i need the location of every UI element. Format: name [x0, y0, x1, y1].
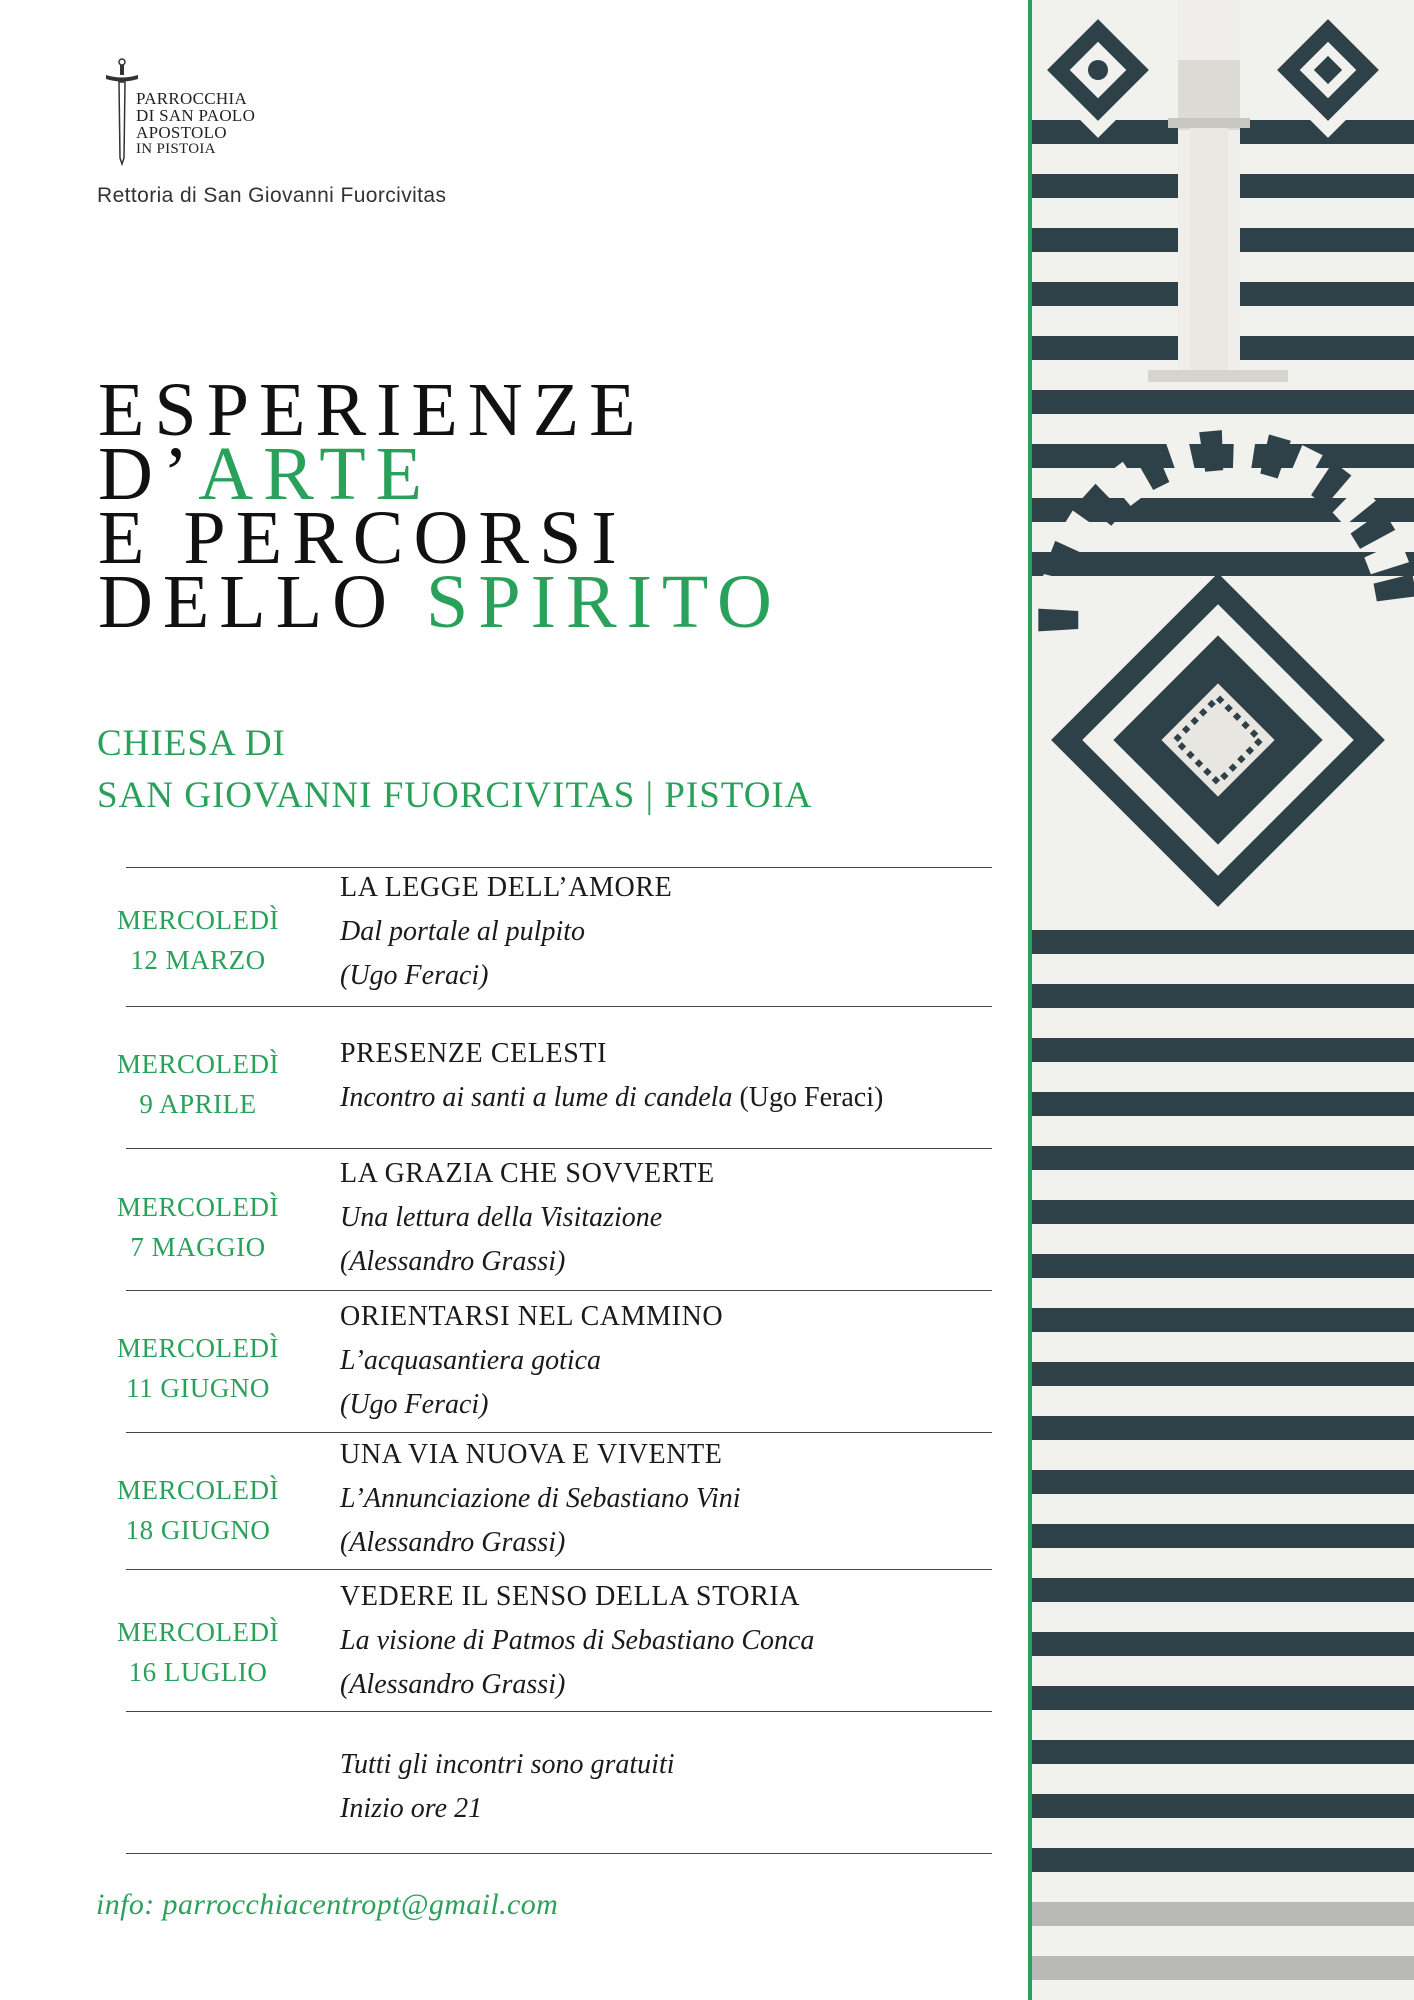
marble-stripe: [1028, 1146, 1414, 1170]
title-accent-word: ARTE: [198, 432, 433, 516]
event-title: LA LEGGE DELL’AMORE: [340, 872, 673, 903]
event-date: [98, 1187, 298, 1267]
event-subtitle-text: Incontro ai santi a lume di candela: [340, 1082, 733, 1113]
marble-stripe: [1028, 1038, 1414, 1062]
event-date: [98, 900, 298, 980]
church-line: SAN GIOVANNI FUORCIVITAS | PISTOIA: [97, 775, 813, 816]
event-speaker: (Alessandro Grassi): [340, 1246, 566, 1277]
event-details: [340, 1575, 1000, 1707]
rettoria-label: Rettoria di San Giovanni Fuorcivitas: [97, 184, 447, 207]
divider: [126, 1006, 992, 1007]
event-day-date: 11 GIUGNO: [126, 1373, 270, 1403]
church-line: CHIESA DI: [97, 723, 286, 764]
event-speaker: (Ugo Feraci): [340, 1389, 489, 1420]
striped-marble-facade: [1028, 0, 1414, 2000]
poster-title: [98, 368, 782, 644]
event-subtitle: La visione di Patmos di Sebastiano Conca: [340, 1625, 815, 1656]
divider: [126, 1853, 992, 1854]
event-day: MERCOLEDÌ: [117, 1475, 279, 1505]
event-subtitle: Dal portale al pulpito: [340, 916, 585, 947]
title-line: ESPERIENZE: [98, 368, 646, 452]
event-details: [340, 1433, 1000, 1565]
marble-stripe: [1028, 1200, 1414, 1224]
event-title: ORIENTARSI NEL CAMMINO: [340, 1301, 724, 1332]
divider: [126, 1148, 992, 1149]
title-line: [98, 560, 782, 644]
event-day-date: 12 MARZO: [130, 945, 266, 975]
marble-stripe: [1028, 1254, 1414, 1278]
event-details: [340, 1295, 1000, 1427]
title-word: D’: [98, 432, 199, 516]
marble-stripe: [1028, 1794, 1414, 1818]
church-location: [97, 718, 812, 822]
marble-stripe: [1028, 1686, 1414, 1710]
marble-stripe: [1028, 1956, 1414, 1980]
marble-stripe: [1028, 1470, 1414, 1494]
title-accent-word: SPIRITO: [426, 560, 782, 644]
event-speaker: (Alessandro Grassi): [340, 1669, 566, 1700]
parish-name: [136, 90, 255, 158]
event-day-date: 16 LUGLIO: [128, 1657, 268, 1687]
event-date: [98, 1470, 298, 1550]
event-subtitle: L’Annunciazione di Sebastiano Vini: [340, 1483, 741, 1514]
event-title: VEDERE IL SENSO DELLA STORIA: [340, 1581, 801, 1612]
note-line: Tutti gli incontri sono gratuiti: [340, 1749, 675, 1780]
event-day-date: 9 APRILE: [139, 1089, 257, 1119]
event-day-date: 7 MAGGIO: [130, 1232, 266, 1262]
event-speaker: (Alessandro Grassi): [340, 1527, 566, 1558]
marble-stripe: [1028, 1740, 1414, 1764]
event-date: [98, 1044, 298, 1124]
title-line: E PERCORSI: [98, 496, 627, 580]
event-subtitle: [340, 1076, 1000, 1120]
marble-stripe: [1028, 390, 1414, 414]
logo-line: IN PISTOIA: [136, 141, 216, 157]
event-title: PRESENZE CELESTI: [340, 1038, 608, 1069]
marble-stripe: [1028, 930, 1414, 954]
marble-stripe: [1028, 1524, 1414, 1548]
parish-logo: [100, 58, 320, 168]
event-title: LA GRAZIA CHE SOVVERTE: [340, 1158, 715, 1189]
marble-stripe: [1028, 1416, 1414, 1440]
event-date: [98, 1612, 298, 1692]
arch-voussoir: [1378, 609, 1414, 632]
event-date: [98, 1328, 298, 1408]
title-word: DELLO: [98, 560, 427, 644]
event-speaker: (Ugo Feraci): [340, 960, 489, 991]
marble-stripe: [1028, 1902, 1414, 1926]
event-day: MERCOLEDÌ: [117, 905, 279, 935]
event-day-date: 18 GIUGNO: [125, 1515, 271, 1545]
divider: [126, 1711, 992, 1712]
marble-stripe: [1028, 1578, 1414, 1602]
event-details: [340, 866, 1000, 998]
event-subtitle: L’acquasantiera gotica: [340, 1345, 602, 1376]
event-day: MERCOLEDÌ: [117, 1192, 279, 1222]
sword-icon: [100, 58, 140, 168]
marble-stripe: [1028, 1308, 1414, 1332]
event-details: [340, 1152, 1000, 1284]
marble-stripe: [1028, 1362, 1414, 1386]
event-details: [340, 1032, 1000, 1120]
logo-line: PARROCCHIA: [136, 89, 248, 108]
marble-stripe: [1028, 1848, 1414, 1872]
event-day: MERCOLEDÌ: [117, 1617, 279, 1647]
logo-line: DI SAN PAOLO: [136, 106, 256, 125]
free-entry-note: [340, 1743, 675, 1831]
church-facade-image: [1028, 0, 1414, 2000]
event-subtitle: Una lettura della Visitazione: [340, 1202, 663, 1233]
event-day: MERCOLEDÌ: [117, 1333, 279, 1363]
event-day: MERCOLEDÌ: [117, 1049, 279, 1079]
marble-stripe: [1028, 1632, 1414, 1656]
arch-voussoir: [1038, 609, 1078, 632]
event-title: UNA VIA NUOVA E VIVENTE: [340, 1439, 723, 1470]
divider: [126, 1290, 992, 1291]
logo-line: APOSTOLO: [136, 123, 227, 142]
marble-stripe: [1028, 984, 1414, 1008]
contact-email: info: parrocchiacentropt@gmail.com: [96, 1888, 559, 1921]
note-line: Inizio ore 21: [340, 1793, 483, 1824]
marble-stripe: [1028, 1092, 1414, 1116]
divider: [126, 1569, 992, 1570]
event-speaker: (Ugo Feraci): [739, 1082, 884, 1113]
